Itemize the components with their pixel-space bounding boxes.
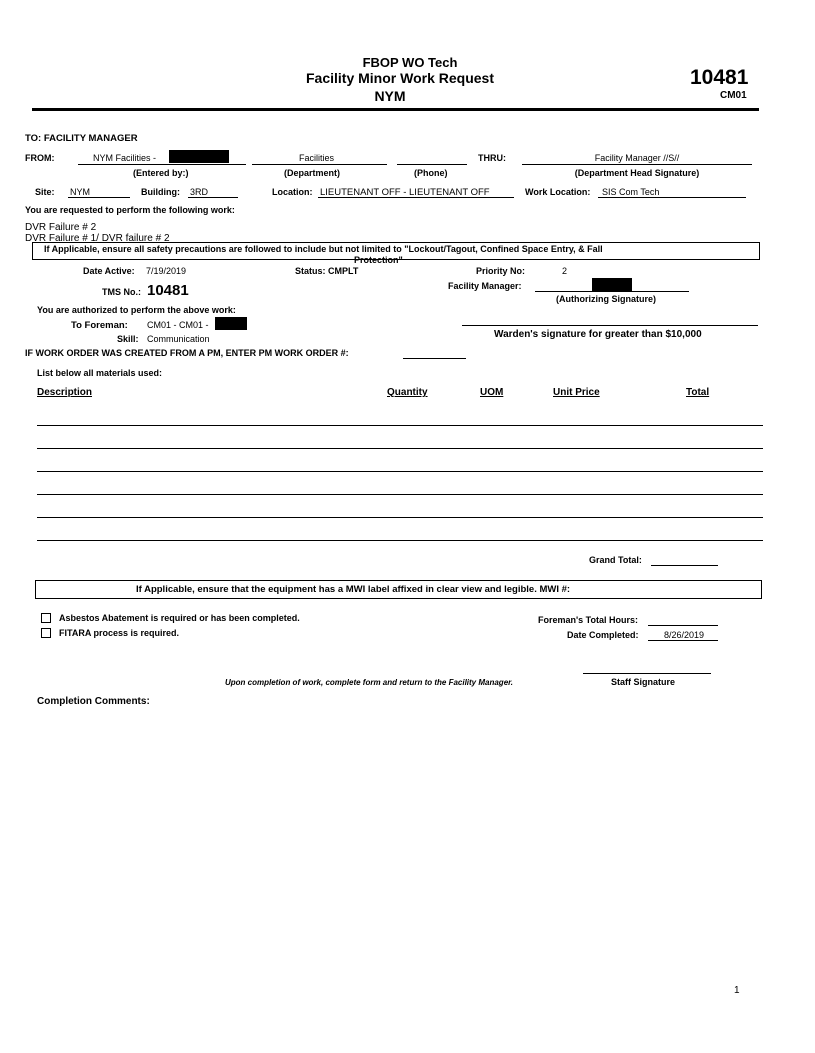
work-location-value: SIS Com Tech xyxy=(602,187,660,197)
col-total: Total xyxy=(686,387,710,398)
authorized-intro: You are authorized to perform the above work: xyxy=(37,305,236,315)
materials-row-line xyxy=(37,448,763,449)
materials-row-line xyxy=(37,471,763,472)
site-underline xyxy=(68,197,130,198)
form-title-line3: NYM xyxy=(374,88,406,104)
date-completed-underline xyxy=(648,640,718,641)
header-rule xyxy=(32,108,759,111)
to-label: TO: FACILITY MANAGER xyxy=(25,133,138,144)
site-label: Site: xyxy=(35,187,55,197)
grand-total-label: Grand Total: xyxy=(589,555,642,565)
staff-signature-underline xyxy=(583,673,711,674)
asbestos-checkbox[interactable] xyxy=(41,613,51,623)
thru-underline xyxy=(522,164,752,165)
pm-work-order-label: IF WORK ORDER WAS CREATED FROM A PM, ENTER PM WORK ORDER #: xyxy=(25,348,349,358)
request-line-2: DVR Failure # 1/ DVR failure # 2 xyxy=(25,233,170,244)
request-line-1: DVR Failure # 2 xyxy=(25,222,97,233)
materials-row-line xyxy=(37,425,763,426)
materials-row-line xyxy=(37,517,763,518)
col-description: Description xyxy=(37,387,93,398)
tms-label: TMS No.: xyxy=(102,287,141,297)
from-value: NYM Facilities - xyxy=(93,153,157,163)
mwi-notice: If Applicable, ensure that the equipment has a MWI label affixed in clear view and legible. MWI #: xyxy=(136,584,571,595)
warden-underline xyxy=(462,325,758,326)
redaction-box xyxy=(215,317,247,330)
redaction-box xyxy=(169,150,229,163)
safety-notice: If Applicable, ensure all safety precautions are followed to include but not limited to "Lockout/Tagout, Confined Space Entry, & Fall xyxy=(44,244,603,254)
col-quantity: Quantity xyxy=(387,387,428,398)
request-intro: You are requested to perform the following work: xyxy=(25,205,235,215)
form-title-line1: FBOP WO Tech xyxy=(362,55,458,70)
facility-manager-label: Facility Manager: xyxy=(448,281,522,291)
grand-total-underline xyxy=(651,565,718,566)
warden-signature-label: Warden's signature for greater than $10,000 xyxy=(494,329,702,340)
fitara-label: FITARA process is required. xyxy=(59,628,180,638)
skill-label: Skill: xyxy=(117,334,139,344)
work-location-underline xyxy=(598,197,746,198)
entered-by-label: (Entered by:) xyxy=(133,168,189,178)
completion-comments-label: Completion Comments: xyxy=(37,696,150,707)
materials-row-line xyxy=(37,540,763,541)
skill-value: Communication xyxy=(147,334,210,344)
priority-label: Priority No: xyxy=(476,266,526,276)
work-order-code: CM01 xyxy=(720,90,747,101)
date-active-label: Date Active: xyxy=(83,266,135,276)
materials-row-line xyxy=(37,494,763,495)
col-uom: UOM xyxy=(480,387,504,398)
work-order-number: 10481 xyxy=(690,66,749,89)
department-underline xyxy=(252,164,387,165)
date-completed-label: Date Completed: xyxy=(567,630,639,640)
work-location-label: Work Location: xyxy=(525,187,591,197)
location-underline xyxy=(318,197,514,198)
form-title-line2: Facility Minor Work Request xyxy=(306,70,494,86)
thru-value: Facility Manager //S// xyxy=(594,153,680,163)
authorizing-signature-label: (Authorizing Signature) xyxy=(556,294,656,304)
page-number: 1 xyxy=(734,985,740,996)
building-label: Building: xyxy=(141,187,180,197)
materials-intro: List below all materials used: xyxy=(37,368,163,378)
status-text: Status: CMPLT xyxy=(295,266,359,276)
location-value: LIEUTENANT OFF - LIEUTENANT OFF xyxy=(320,187,490,198)
phone-label: (Phone) xyxy=(414,168,448,178)
priority-value: 2 xyxy=(562,266,568,276)
phone-underline xyxy=(397,164,467,165)
location-label: Location: xyxy=(272,187,313,197)
foreman-hours-label: Foreman's Total Hours: xyxy=(538,615,638,625)
department-label: (Department) xyxy=(284,168,341,178)
thru-label: THRU: xyxy=(478,153,506,163)
col-unit-price: Unit Price xyxy=(553,387,600,398)
foreman-label: To Foreman: xyxy=(71,320,128,331)
pm-work-order-underline xyxy=(403,358,466,359)
dept-head-signature-label: (Department Head Signature) xyxy=(574,168,700,178)
department-value: Facilities xyxy=(299,153,335,163)
tms-value: 10481 xyxy=(147,282,189,299)
fitara-checkbox[interactable] xyxy=(41,628,51,638)
facility-manager-underline xyxy=(535,291,689,292)
building-value: 3RD xyxy=(190,187,209,197)
from-underline xyxy=(78,164,246,165)
safety-notice-overflow: Protection" xyxy=(354,255,403,265)
building-underline xyxy=(188,197,238,198)
redaction-box xyxy=(592,278,632,291)
staff-signature-label: Staff Signature xyxy=(611,677,676,687)
asbestos-label: Asbestos Abatement is required or has been completed. xyxy=(59,613,300,623)
from-label: FROM: xyxy=(25,153,55,163)
date-completed-value: 8/26/2019 xyxy=(664,630,705,640)
foreman-value: CM01 - CM01 - xyxy=(147,320,209,330)
completion-instruction: Upon completion of work, complete form and return to the Facility Manager. xyxy=(225,678,514,687)
foreman-hours-underline xyxy=(648,625,718,626)
date-active-value: 7/19/2019 xyxy=(146,266,187,276)
site-value: NYM xyxy=(70,187,90,197)
